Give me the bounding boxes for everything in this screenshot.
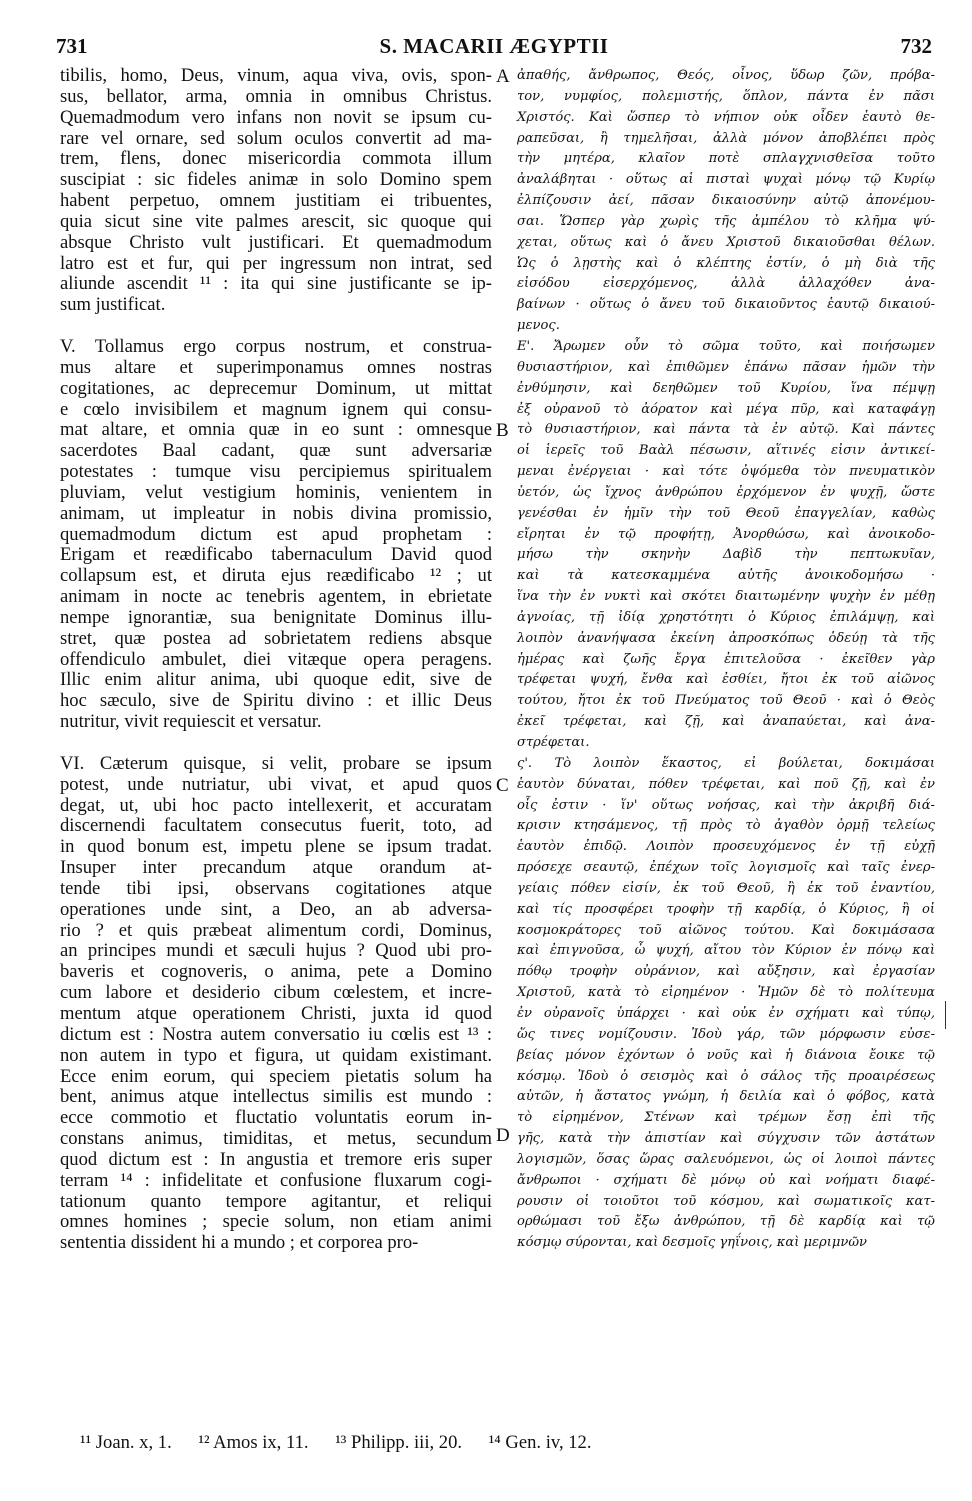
greek-line: γείαις πόθεν εἰσίν, ἐκ τοῦ Θεοῦ, ἢ ἐκ τοῦ ἐναντίου, <box>517 880 935 896</box>
greek-line: σαι. Ὥσπερ γὰρ χωρὶς τῆς ἀμπέλου τὸ κλῆμα ψύ- <box>517 213 935 229</box>
latin-line: mus altare et superimponamus omnes nostras <box>60 356 492 378</box>
latin-line: aliunde ascendit ¹¹ : ita qui sine justificante se ip- <box>60 273 492 295</box>
latin-line: degat, ut, ubi hoc pacto intellexerit, et accuratam <box>60 794 492 816</box>
greek-line: μεναι ἐνέργειαι · καὶ τότε ὀψόμεθα τὸν πνευματικὸν <box>517 464 935 480</box>
latin-line: stret, quæ postea ad sobrietatem rediens absque <box>60 627 492 649</box>
greek-line: κόσμῳ σύρονται, καὶ δεσμοῖς γηΐνοις, καὶ μεριμνῶν <box>517 1235 867 1251</box>
latin-line: absque Christo vult justificari. Et quemadmodum <box>60 231 492 253</box>
greek-line: λοιπὸν ἀνανήψασα ἐκείνη ἀπροσκόπως ὁδεύῃ τὰ τῆς <box>517 630 935 646</box>
latin-line: suscipiat : sic fideles animæ in solo Domino spem <box>60 169 492 191</box>
footnotes <box>80 1432 780 1454</box>
latin-line: sententia dissident hi a mundo ; et corporea pro- <box>60 1232 419 1254</box>
page-number-right: 732 <box>900 34 932 58</box>
greek-line: ἡμέρας καὶ ζωῆς ἔργα ἐπιτελοῦσα · ἐκεῖθεν γὰρ <box>517 651 935 667</box>
greek-line: πρόσεχε σεαυτῷ, ἐπέχων τοῖς λογισμοῖς καὶ ταῖς ἐνερ- <box>517 860 935 876</box>
latin-line: quod dictum est : In angustia et tremore eris super <box>60 1148 492 1170</box>
greek-line: λογισμῶν, ὅσας ὥρας σαλευόμενοι, ὡς οἱ λοιποὶ πάντες <box>517 1151 935 1167</box>
latin-column <box>60 66 492 1254</box>
greek-line: ἑαυτὸν δύναται, πόθεν τρέφεται, καὶ ποῦ ζῇ, καὶ ἐν <box>517 776 935 792</box>
latin-line: animam, ut impleatur in nobis divina promissio, <box>60 502 492 524</box>
greek-line: ἐξ οὐρανοῦ τὸ ἀόρατον καὶ μέγα πῦρ, καὶ καταφάγῃ <box>517 401 935 417</box>
latin-line: omnes homines ; specie solum, non etiam animi <box>60 1211 492 1233</box>
greek-line: κόσμῳ. Ἰδοὺ ὁ σεισμὸς καὶ ὁ σάλος τῆς προαιρέσεως <box>517 1068 935 1084</box>
footnote-12: ¹² Amos ix, 11. <box>198 1432 309 1453</box>
latin-line: Quemadmodum vero infans non novit se ipsum cu- <box>60 106 492 128</box>
latin-line: collapsum est, et diruta ejus reædificabo ¹² ; ut <box>60 565 492 587</box>
latin-line: habent perpetuo, omnem justitiam ei tribuentes, <box>60 190 492 212</box>
running-title: S. MACARII ÆGYPTII <box>379 34 609 58</box>
latin-line: VI. Cæterum quisque, si velit, probare se ipsum <box>60 752 492 774</box>
latin-gap <box>60 316 492 337</box>
greek-line: ἐκεῖ τρέφεται, καὶ ζῇ, καὶ ἀναπαύεται, καὶ ἀνα- <box>517 714 935 730</box>
greek-line: ὥς τινες νομίζουσιν. Ἰδοὺ γάρ, τῶν μόρφωσιν εὐσε- <box>517 1026 935 1042</box>
latin-line: tibilis, homo, Deus, vinum, aqua viva, ovis, spon- <box>60 65 492 86</box>
latin-line: constans animus, timiditas, et metus, secundum <box>60 1128 492 1150</box>
greek-line: ἵνα τὴν ἐν νυκτὶ καὶ σκότει διαιτωμένην ψυχὴν ἐν μέθῃ <box>517 589 935 605</box>
greek-column <box>517 66 935 1254</box>
greek-line: Χριστοῦ, κατὰ τὸ εἰρημένον · Ἡμῶν δὲ τὸ πολίτευμα <box>517 985 935 1001</box>
greek-line: τὸ θυσιαστήριον, καὶ πάντα τὰ ἐν αὐτῷ. Καὶ πάντες <box>517 422 935 438</box>
margin-marker-c: C <box>496 775 509 796</box>
latin-line: hoc sæculo, sive de Spiritu divino : et illic Deus <box>60 690 492 712</box>
latin-line: nutritur, vivit requiescit et versatur. <box>60 711 322 733</box>
greek-line: ρουσιν οἱ τοιοῦτοι τοῦ κόσμου, καὶ σωματικοῖς κατ- <box>517 1193 935 1209</box>
footnote-13: ¹³ Philipp. iii, 20. <box>335 1432 463 1453</box>
latin-line: rare vel ornare, sed solum oculos convertit ad ma- <box>60 127 492 149</box>
latin-line: quia sicut sine vite palmes arescit, sic quoque qui <box>60 210 492 232</box>
latin-line: Erigam et reædificabo tabernaculum David quod <box>60 544 492 566</box>
latin-line: offendiculo ambulet, diei vitæque opera peragens. <box>60 648 492 670</box>
greek-line: μενος. <box>517 318 560 334</box>
margin-rule <box>945 1001 946 1029</box>
greek-line: οἱ ἱερεῖς τοῦ Βαὰλ πέσωσιν, αἵτινές εἰσιν ἀντικεί- <box>517 443 935 459</box>
footnote-11: ¹¹ Joan. x, 1. <box>80 1432 172 1453</box>
greek-line: γενέσθαι ἐν ἡμῖν τὴν τοῦ Θεοῦ ἐπαγγελίαν, καθὼς <box>517 505 935 521</box>
greek-line: ραπεῦσαι, ἢ τημελῆσαι, ἀλλὰ μόνον ἀποβλέπει πρὸς <box>517 130 935 146</box>
latin-line: mat altare, et omnia quæ in eo sunt : omnesque <box>60 419 492 441</box>
greek-line: ἑαυτὸν ἐπιδῷ. Λοιπὸν προσευχόμενος ἐν τῇ εὐχῇ <box>517 839 935 855</box>
greek-line: Ε'. Ἄρωμεν οὖν τὸ σῶμα τοῦτο, καὶ ποιήσωμεν <box>517 338 935 354</box>
greek-line: Χριστός. Καὶ ὥσπερ τὸ νήπιον οὐκ οἶδεν ἑαυτὸ θε- <box>517 109 935 125</box>
greek-line: ἀναλάβηται · οὕτως αἱ πισταὶ ψυχαὶ μόνῳ τῷ Κυρίῳ <box>517 172 935 188</box>
latin-line: V. Tollamus ergo corpus nostrum, et construa- <box>60 335 492 357</box>
greek-line: κοσμοκράτορες τοῦ αἰῶνος τούτου. Καὶ δοκιμάσασα <box>517 922 935 938</box>
latin-gap <box>60 733 492 754</box>
greek-line: ἄνθρωποι · σχήματι δὲ μόνῳ οὐ καὶ νοήματι διαφέ- <box>517 1172 935 1188</box>
latin-line: Illic enim alitur anima, ubi quoque edit, sive de <box>60 669 492 691</box>
greek-line: θυσιαστήριον, καὶ ἐπιθῶμεν ἐπάνω πᾶσαν ἡμῶν τὴν <box>517 359 935 375</box>
greek-line: τρέφεται ψυχή, ἔνθα καὶ ἐσθίει, ἤτοι ἐκ τοῦ αἰῶνος <box>517 672 935 688</box>
greek-line: μήσω τὴν σκηνὴν Δαβὶδ τὴν πεπτωκυῖαν, <box>517 547 935 563</box>
latin-line: in quod bonum est, impetu plene se ipsum tradat. <box>60 836 492 858</box>
latin-line: rio ? et quis præbeat alimentum cordi, Dominus, <box>60 919 492 941</box>
greek-line: οἷς ἐστιν · ἵν' οὕτως νοήσας, καὶ τὴν ἀκριβῆ διά- <box>517 797 935 813</box>
greek-line: γῆς, κατὰ τὴν ἀπιστίαν καὶ σύγχυσιν τῶν ἀστάτων <box>517 1131 935 1147</box>
greek-line: βαίνων · οὕτως ὁ ἄνευ τοῦ δικαιοῦντος ἑαυτῷ δικαιού- <box>517 297 935 313</box>
latin-line: animam in nocte ac tenebris agentem, in ebrietate <box>60 586 492 608</box>
greek-line: εἰσόδου εἰσερχόμενος, ἀλλὰ ἀλλαχόθεν ἀνα- <box>517 276 935 292</box>
latin-line: operationes unde sint, a Deo, an ab adversa- <box>60 898 492 920</box>
latin-line: pluviam, velut vestigium hominis, venientem in <box>60 481 492 503</box>
greek-line: πόθῳ τροφὴν οὐράνιον, καὶ αὔξησιν, καὶ ἐργασίαν <box>517 964 935 980</box>
greek-line: ἀγνοίας, τῇ ἰδίᾳ χρηστότητι ὁ Κύριος ἐπιλάμψῃ, καὶ <box>517 609 935 625</box>
page-number-left: 731 <box>56 34 88 58</box>
latin-line: latro est et fur, qui per ingressum non intrat, sed <box>60 252 492 274</box>
latin-line: sus, bellator, arma, omnia in omnibus Christus. <box>60 85 492 107</box>
latin-line: sacerdotes Baal cadant, quæ sunt adversariæ <box>60 440 492 462</box>
greek-line: κρισιν κτησάμενος, τῇ πρὸς τὸ ἀγαθὸν ὁρμῇ τελείως <box>517 818 935 834</box>
latin-line: tationum quanto tempore agitantur, et reliqui <box>60 1190 492 1212</box>
greek-line: αὐτῶν, ἡ ἄστατος γνώμη, ἡ δειλία καὶ ὁ φόβος, κατὰ <box>517 1089 935 1105</box>
latin-line: tende tibi ipsi, observans cogitationes atque <box>60 877 492 899</box>
latin-line: dictum est : Nostra autem conversatio iu cœlis est ¹³ : <box>60 1023 492 1045</box>
greek-line: Ὡς ὁ λῃστὴς καὶ ὁ κλέπτης ἐστίν, ὁ μὴ διὰ τῆς <box>517 255 935 271</box>
greek-line: ἐν οὐρανοῖς ὑπάρχει · καὶ οὐκ ἐν σχήματι καὶ τύπῳ, <box>517 1005 935 1021</box>
latin-line: baveris et cognoveris, o anima, pete a Domino <box>60 961 492 983</box>
latin-line: potest, unde nutriatur, ubi vivat, et apud quos <box>60 773 492 795</box>
greek-line: τὴν μητέρα, κλαῖον ποτὲ σπλαγχνισθεῖσα τοῦτο <box>517 151 935 167</box>
greek-line: ἐλπίζουσιν ἀεί, πᾶσαν δικαιοσύνην αὐτῷ ἀπονέμου- <box>517 193 935 209</box>
greek-line: εἴρηται ἐν τῷ προφήτῃ, Ἀνορθώσω, καὶ ἀνοικοδο- <box>517 526 935 542</box>
greek-line: χεται, οὕτως καὶ ὁ ἄνευ Χριστοῦ δικαιοῦσθαι θέλων. <box>517 234 935 250</box>
greek-line: ἐνθύμησιν, καὶ δεηθῶμεν τοῦ Κυρίου, ἵνα πέμψῃ <box>517 380 935 396</box>
greek-line: βείας μόνον ἐχόντων ὁ νοῦς καὶ ἡ διάνοια ἔοικε τῷ <box>517 1047 935 1063</box>
greek-line: ὑετόν, ὡς ἴχνος ἀνθρώπου ἐρχόμενον ἐν ψυχῇ, ὥστε <box>517 484 935 500</box>
margin-marker-d: D <box>496 1125 510 1146</box>
running-header <box>56 34 932 62</box>
greek-line: ς'. Τὸ λοιπὸν ἕκαστος, εἰ βούλεται, δοκιμάσαι <box>517 755 935 771</box>
footnote-14: ¹⁴ Gen. iv, 12. <box>488 1432 592 1453</box>
greek-line: καὶ τὰ κατεσκαμμένα αὐτῆς ἀνοικοδομήσω · <box>517 568 935 584</box>
margin-marker-a: A <box>496 66 510 87</box>
latin-line: sum justificat. <box>60 294 166 316</box>
latin-line: quemadmodum dictum est apud prophetam : <box>60 523 492 545</box>
greek-line: τὸ εἰρημένον, Στένων καὶ τρέμων ἔσῃ ἐπὶ τῆς <box>517 1110 935 1126</box>
latin-line: mentum atque operationem Christi, juxta id quod <box>60 1002 492 1024</box>
latin-line: Insuper inter precandum atque orandum at- <box>60 857 492 879</box>
latin-line: cum labore et desiderio cibum cœlestem, et incre- <box>60 982 492 1004</box>
greek-line: ἀπαθής, ἄνθρωπος, Θεός, οἶνος, ὕδωρ ζῶν, πρόβα- <box>517 68 935 83</box>
latin-line: an principes mundi et sæculi hujus ? Quod ubi pro- <box>60 940 492 962</box>
latin-line: discernendi facultatem consecutus fuerit, toto, ad <box>60 815 492 837</box>
latin-line: Ecce enim eorum, qui speciem pietatis solum ha <box>60 1065 492 1087</box>
latin-line: cogitationes, ac deprecemur Dominum, ut mittat <box>60 377 492 399</box>
greek-line: ορθώμασι τοῦ ἔξω ἀνθρώπου, τῇ δὲ καρδίᾳ καὶ τῷ <box>517 1214 935 1230</box>
greek-line: τούτου, ἤτοι ἐκ τοῦ Πνεύματος τοῦ Θεοῦ · καὶ ὁ Θεὸς <box>517 693 935 709</box>
latin-line: terram ¹⁴ : infidelitate et confusione fluxarum cogi- <box>60 1169 492 1191</box>
latin-line: nempe ignorantiæ, sua benignitate Dominus illu- <box>60 606 492 628</box>
margin-marker-b: B <box>496 420 509 441</box>
greek-line: καὶ ἐπιγνοῦσα, ὦ ψυχή, αἴτου τὸν Κύριον ἐν πόνῳ καὶ <box>517 943 935 959</box>
greek-line: καὶ τίς προσφέρει τροφὴν τῇ καρδίᾳ, ὁ Κύριος, ἢ οἱ <box>517 901 935 917</box>
latin-line: trem, flens, donec misericordia commota illum <box>60 148 492 170</box>
greek-line: στρέφεται. <box>517 735 590 750</box>
latin-line: non autem in typo et figura, ut quidam existimant. <box>60 1044 492 1066</box>
greek-line: τον, νυμφίος, πολεμιστής, ὅπλον, πάντα ἐν πᾶσι <box>517 88 935 104</box>
latin-line: bent, animus atque intellectus similis est mundo : <box>60 1086 492 1108</box>
latin-line: e cœlo invisibilem et magnum ignem qui consu- <box>60 398 492 420</box>
latin-line: potestates : tumque visu percipiemus spiritualem <box>60 461 492 483</box>
latin-line: ecce commotio et fluctatio voluntatis eorum in- <box>60 1107 492 1129</box>
